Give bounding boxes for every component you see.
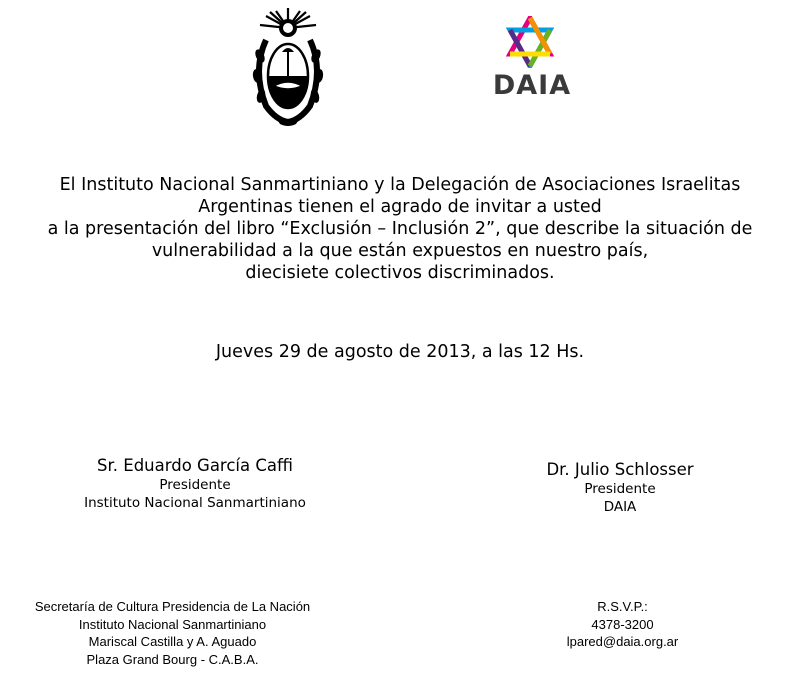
address-line: Plaza Grand Bourg - C.A.B.A.	[86, 651, 259, 667]
signatory-right	[470, 459, 770, 516]
footer-address	[0, 598, 345, 668]
signatory-left	[30, 455, 360, 512]
signatory-organization: Instituto Nacional Sanmartiniano	[84, 495, 306, 511]
rsvp-email: lpared@daia.org.ar	[566, 634, 679, 649]
address-line: Mariscal Castilla y A. Aguado	[88, 634, 257, 649]
signatory-name: Dr. Julio Schlosser	[546, 460, 694, 479]
invitation-line: diecisiete colectivos discriminados.	[245, 263, 555, 283]
address-line: Instituto Nacional Sanmartiniano	[78, 616, 267, 632]
invitation-line: Argentinas tienen el agrado de invitar a usted	[198, 197, 602, 217]
daia-star-icon	[504, 16, 556, 68]
signatory-name: Sr. Eduardo García Caffi	[97, 456, 293, 475]
event-date: Jueves 29 de agosto de 2013, a las 12 Hs.	[215, 342, 585, 362]
signatory-title: Presidente	[159, 477, 231, 493]
invitation-line: a la presentación del libro “Exclusión – Inclusión 2”, que describe la situación de	[47, 219, 753, 239]
invitation-line: vulnerabilidad a la que están expuestos en nuestro país,	[151, 241, 649, 261]
address-line: Secretaría de Cultura Presidencia de La Nación	[34, 599, 311, 614]
rsvp-label: R.S.V.P.:	[597, 599, 648, 614]
footer-rsvp	[500, 598, 745, 651]
invitation-text	[0, 174, 800, 284]
signatory-organization: DAIA	[603, 499, 637, 515]
argentina-coat-of-arms-icon	[246, 6, 330, 130]
invitation-line: El Instituto Nacional Sanmartiniano y la Delegación de Asociaciones Israelitas	[59, 175, 741, 195]
signatory-title: Presidente	[584, 481, 656, 497]
daia-wordmark: DAIA	[492, 70, 572, 101]
rsvp-phone: 4378-3200	[591, 616, 654, 632]
